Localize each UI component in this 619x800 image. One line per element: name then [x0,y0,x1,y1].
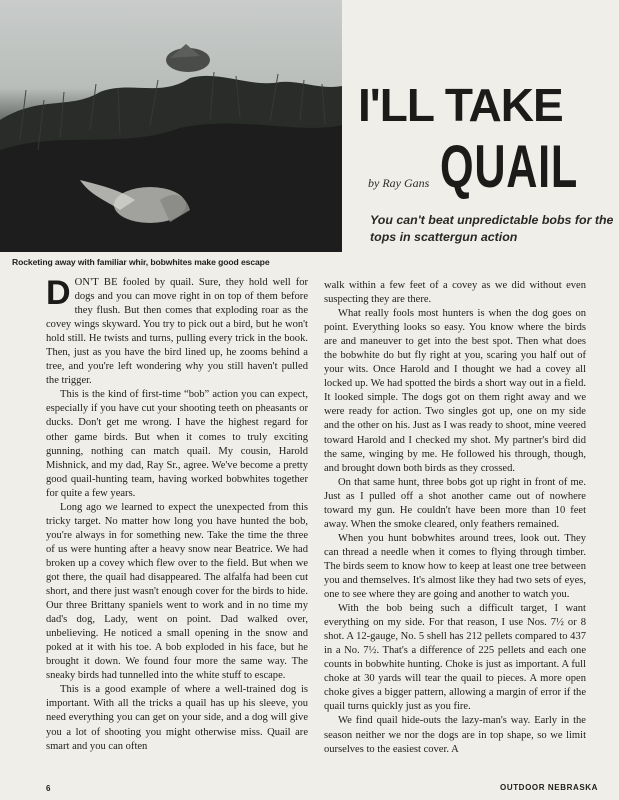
article-paragraph: This is a good example of where a well-trained dog is important. With all the tricks a quail has up his sleeve, you need everything you can get on your side, and a dog will give you a lot of shooting you might otherwise miss. Quail are smart and you can often [46,684,308,752]
photo-caption: Rocketing away with familiar whir, bobwhites make good escape [12,257,270,267]
paragraph-text: fooled by quail. Sure, they hold well for dogs and you can move right in on top of them before they flush. But then comes that exploding roar as the covey wings skyward. You try to pick out a bird, but he won't hold still. He twists and turns, pulling every trick in the book. Then, just as you have the bird lined up, he zooms behind a tree, and you're left wondering why you still haven't pulled the trigger. [46,277,308,387]
magazine-name: OUTDOOR NEBRASKA [500,783,599,792]
quail-photo [0,0,342,252]
article-column-right [324,279,586,757]
article-paragraph [46,276,308,388]
article-paragraph: On that same hunt, three bobs got up right in front of me. Just as I pulled off a shot another came out of nowhere toward my gun. He couldn't have been more than 10 feet away. When the smoke cleared, only feathers remained. [324,476,586,530]
headline-line2: QUAIL [440,133,578,200]
lead-in: ON'T BE [74,277,118,288]
article-paragraph: We find quail hide-outs the lazy-man's way. Early in the season neither we nor the dogs are in top shape, so we limit ourselves to the easiest cover. A [324,715,586,755]
headline-line1: I'LL TAKE [358,79,563,131]
article-paragraph: walk within a few feet of a covey as we did without even suspecting they are there. [324,280,586,306]
article-paragraph: With the bob being such a difficult target, I want everything on my side. For that reason, I use Nos. 7½ or 8 shot. A 12-gauge, No. 5 shell has 212 pellets compared to 437 in a No. 7½. That's a difference of 225 pellets and each one counts in bobwhite hunting. Choke is just as important. A full choke at 30 yards will tear the quail to pieces. A more open choke gives a bigger pattern, allowing a margin of error if the quail turns quickly just as you fire. [324,603,586,713]
article-column-left [46,276,308,754]
page-number: 6 [46,784,51,793]
byline: by Ray Gans [368,176,430,190]
article-paragraph: Long ago we learned to expect the unexpected from this tricky target. No matter how long you have hunted the bob, you're always in for something new. Take the time the three of us were hunting after a heavy snow near Beatrice. We had broken up a covey which flew over to the field. But when we got there, the quail had disappeared. The alfalfa had been cut short, and there just wasn't enough cover for the birds to hide. Our three Brittany spaniels went to work and in no time my dad's dog, Lady, went on point. Dad walked over, unbelieving. He noticed a small opening in the snow and poked at it with his toe. A bob exploded in his face, but he brought it down. We found four more the same way. The sneaky birds had tunnelled into the white stuff to escape. [46,501,308,682]
quail-flush-image [0,0,342,252]
drop-cap: D [46,274,71,312]
article-paragraph: This is the kind of first-time “bob” action you can expect, especially if you have cut your shooting teeth on pheasants or ducks. Don't get me wrong. I have the highest regard for other game birds. But when it comes to truly exciting gunning, nothing can match quail. My cousin, Harold Mishnick, and my dad, Ray Sr., agree. We've become a pretty good quail-hunting team, having worked bobwhites together for quite a few years. [46,389,308,499]
article-paragraph: What really fools most hunters is when the dog goes on point. Everything looks so easy. You know where the birds are and maneuver to get into the best spot. Then what does the bobwhite do but fly right at you, scaring you half out of your wits. Once Harold and I thought we had a covey all locked up. We had spotted the birds a short way out in a field. It looked simple. The dogs got on them right away and we were ready for action. Two singles got up, one on my side and the other on his. Just as I was ready to shoot, mine veered toward Harold and I checked my shot. My partner's bird did the same, winging by me. He followed his through, though, and brought down both birds as they crossed. [324,308,586,474]
article-paragraph: When you hunt bobwhites around trees, look out. They can thread a needle when it comes to flying through timber. The birds seem to know how to keep at least one tree between you and themselves. It's almost like they had two sets of eyes, one to see where they are going and another to watch you. [324,532,586,601]
subtitle: You can't beat unpredictable bobs for the tops in scattergun action [370,213,614,244]
